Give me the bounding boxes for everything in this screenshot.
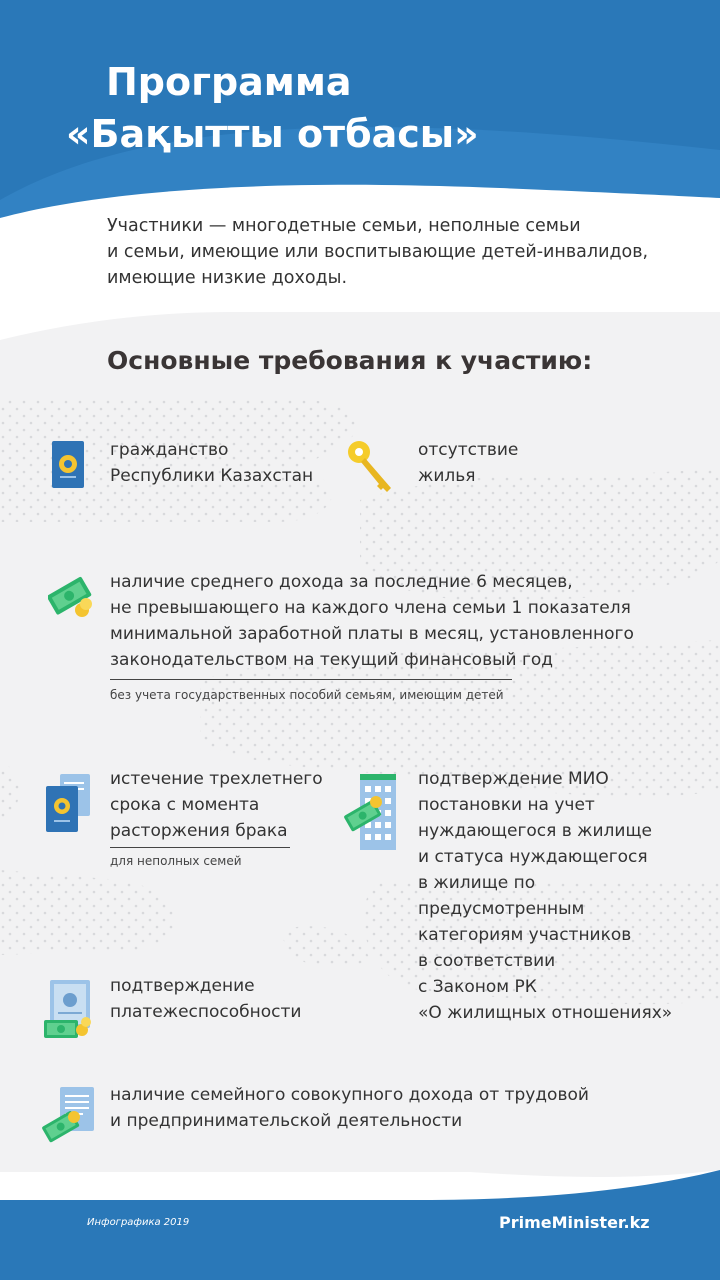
req-mio-line: с Законом РК <box>418 977 537 997</box>
req-mio-line: подтверждение МИО <box>418 769 609 789</box>
req-mio-line: предусмотренным <box>418 899 585 919</box>
req-income-note: без учета государственных пособий семьям, имеющим детей <box>110 688 504 702</box>
req-divorce-line: истечение трехлетнего <box>110 769 323 789</box>
req-mio-line: в жилище по <box>418 873 536 893</box>
req-divorce-note: для неполных семей <box>110 854 242 868</box>
req-income-line: не превышающего на каждого члена семьи 1 показателя <box>110 598 631 618</box>
req-family-income-line: и предпринимательской деятельности <box>110 1111 463 1131</box>
req-solvency-text <box>110 973 301 1025</box>
req-no-housing-line: жилья <box>418 466 476 486</box>
req-citizenship-text <box>110 437 313 489</box>
req-mio-line: «О жилищных отношениях» <box>418 1003 673 1023</box>
req-income-line: наличие среднего дохода за последние 6 месяцев, <box>110 572 573 592</box>
req-no-housing-text <box>418 437 518 489</box>
passport-icon <box>50 440 86 490</box>
certificate-money-icon <box>42 978 98 1042</box>
req-divorce-line: расторжения брака <box>110 821 288 841</box>
footer-background <box>0 1040 720 1280</box>
req-divorce-text <box>110 766 323 844</box>
header-banner <box>0 0 720 240</box>
intro-text <box>107 213 697 291</box>
footer-credit: Инфографика 2019 <box>87 1217 190 1228</box>
req-citizenship-line: гражданство <box>110 440 229 460</box>
title-line-1: Программа <box>106 60 352 104</box>
req-divorce-line: срока с момента <box>110 795 260 815</box>
req-income-text <box>110 569 634 673</box>
page-title <box>66 56 666 160</box>
req-divorce-divider <box>110 847 290 848</box>
building-money-icon <box>344 772 400 852</box>
intro-line: имеющие низкие доходы. <box>107 268 348 288</box>
req-mio-line: и статуса нуждающегося <box>418 847 648 867</box>
req-mio-line: категориям участников <box>418 925 632 945</box>
money-icon <box>48 572 94 622</box>
req-family-income-line: наличие семейного совокупного дохода от трудовой <box>110 1085 589 1105</box>
req-solvency-line: подтверждение <box>110 976 255 996</box>
req-solvency-line: платежеспособности <box>110 1002 302 1022</box>
footer-banner <box>0 1040 720 1280</box>
documents-icon <box>42 772 94 834</box>
req-citizenship-line: Республики Казахстан <box>110 466 314 486</box>
req-income-line: минимальной заработной платы в месяц, установленного <box>110 624 634 644</box>
req-mio-line: нуждающегося в жилище <box>418 821 652 841</box>
title-line-2: «Бақытты отбасы» <box>66 112 479 156</box>
req-income-line: законодательством на текущий финансовый год <box>110 650 554 670</box>
footer-site-link[interactable]: PrimeMinister.kz <box>499 1213 650 1232</box>
req-no-housing-line: отсутствие <box>418 440 519 460</box>
req-mio-line: постановки на учет <box>418 795 595 815</box>
req-income-divider <box>110 679 512 680</box>
intro-line: Участники — многодетные семьи, неполные семьи <box>107 216 581 236</box>
intro-line: и семьи, имеющие или воспитывающие детей-инвалидов, <box>107 242 649 262</box>
key-icon <box>345 438 397 494</box>
requirements-heading: Основные требования к участию: <box>107 346 593 375</box>
req-mio-line: в соответствии <box>418 951 556 971</box>
req-mio-text <box>418 766 672 1026</box>
